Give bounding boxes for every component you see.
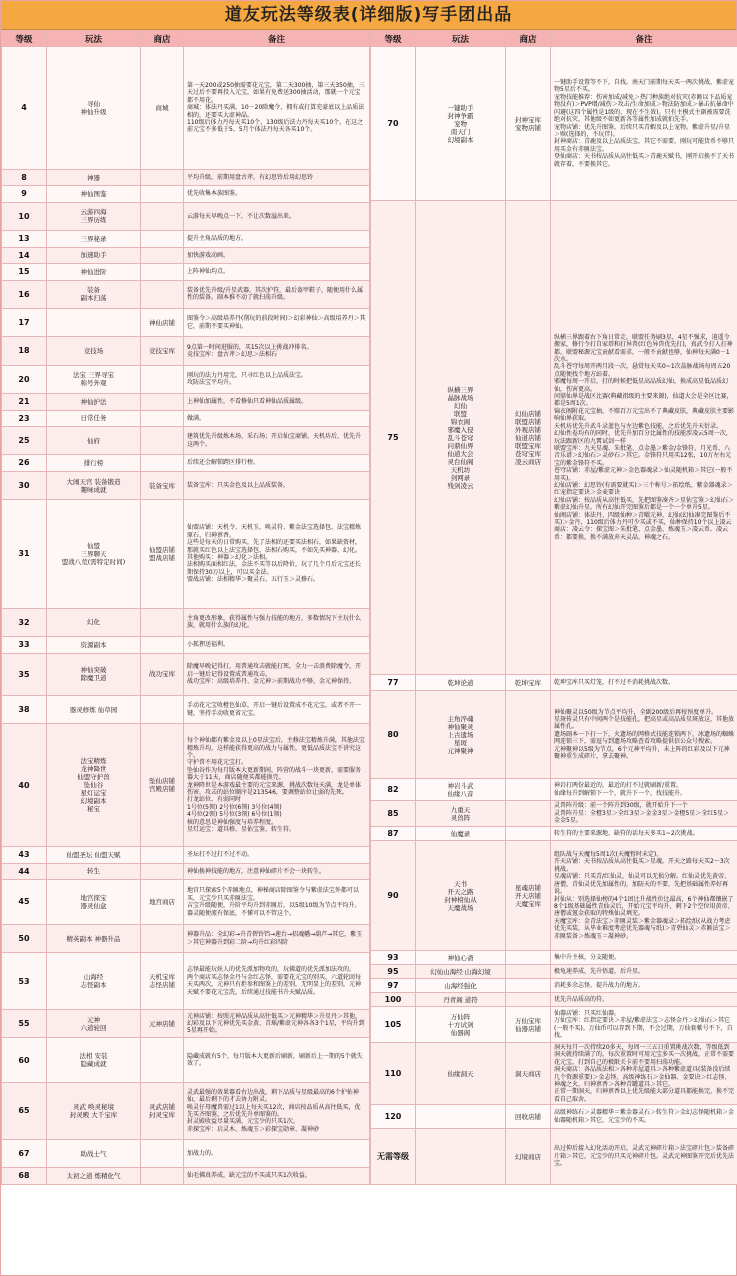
- left-table-body: [2, 47, 370, 1185]
- shop-cell: 星魂店铺 开天店铺 天魔宝库: [506, 841, 551, 951]
- shop-cell: [141, 925, 184, 953]
- table-row: [371, 201, 737, 675]
- table-row: [2, 393, 370, 410]
- note-cell: 后续还会解锁跨区排行榜。: [184, 455, 370, 472]
- header-shop: 商店: [141, 31, 184, 47]
- level-cell: 97: [371, 979, 416, 993]
- shop-cell: [141, 393, 184, 410]
- level-cell: 38: [2, 696, 47, 724]
- shop-cell: 地宫商店: [141, 880, 184, 925]
- level-cell: 82: [371, 779, 416, 801]
- shop-cell: 装备宝库: [141, 471, 184, 499]
- level-cell: 13: [2, 231, 47, 248]
- play-cell: 助战士气: [47, 1139, 141, 1167]
- table-row: [371, 47, 737, 201]
- play-cell: 主角淬魂 神仙聚灵 上古遗场 星斑 元神聚神: [416, 691, 506, 779]
- table-row: [2, 1010, 370, 1038]
- play-cell: 竞技场: [47, 337, 141, 365]
- level-cell: 65: [2, 1083, 47, 1140]
- note-cell: 做满。: [184, 410, 370, 427]
- play-cell: 神仙护法: [47, 393, 141, 410]
- play-cell: 器灵修炼 仙草园: [47, 696, 141, 724]
- note-cell: 云游每天早晚点一下，不让次数溢出来。: [184, 202, 370, 230]
- note-cell: 平均升级，前期用盘古斧，有幻思铃后用幻思铃: [184, 169, 370, 186]
- table-row: [2, 925, 370, 953]
- note-cell: 纵横三界跟着右下角日常走，联盟任务刷3星，4星不强求，逍遥令搬家，修行令打自家塔和打异兽(红色异兽优先打)，真武令打人打神都，联盟秘源元宝贡献看需求，一般不贡献也够，仙神每天满0－1次水。 乱斗苍穹每周开两月段一次，悬赏每天买0~1次晶脉战场每周五20点随便找个地方站着。 邪魔每周一开启，打的时候把低星高品质幻仙，换成高星低品质幻仙，伤害更高。 问鼎仙界是战区比赛(典藏祖级的主要来源)，仙道大会是全区比赛，都是5周1次。 锦衣阁附花元宝抽，不赔百万元宝出不了典藏皮肤，典藏皮肤主要影响仙界获取。 天机坊优先升武斗录蓝色与左边紫色技能，之后优先升天衍录。 幻仙性卷均有的同时，优先升加百分比属性的技能涉凌云5周一次，玩法跟新区的九霄试剑一样 联盟宝库：九天星魂、朱批笔、点金墨＞紫金/金锋符、月光币、八音乐谱＞幻仙石＞灵砂石＞其它。金锋符只用买12张，10万左右元宝的紫金锋符不买。 苍穹店铺：赤屋/紫虚元神＞金色器魂录＞仙灵随机箱＞其它(一般不用买)。 幻仙店铺：幻思铃(有需要就买)＞三个称号＞拓绘纸、紫金器魂录＞红宠指定要诀＞金麦要诀 幻仙店铺：按品质从高往低买，先把图鉴凑齐＞星佑宝鉴＞幻仙石＞紫虚幻仙升星。所有幻仙开完图鉴后都是一个一个单升5星。 仙阁店铺：体法丹、四级仙种＞青曜元神、幻仙(幻仙凑完图鉴后不买)＞金丹，110级后体力丹可少买或不买，仙种保持10个以上凌云商店：凌云令：探宝图＞朱批笔、点金墨、炼魂玉＞凌云币。凌云币：都要换，换不满放弃天灵晶、神魂之石。: [551, 201, 737, 675]
- shop-cell: 幻境商店: [506, 1129, 551, 1185]
- note-cell: 手动花元宝收橙色仙草，开启一键后设置成不花元宝，或者不开一键，坚持手动收更省元宝。: [184, 696, 370, 724]
- note-cell: 主角更改形象，获得属性与强力技能的地方，多数情况下主玩什么族，就用什么族的幻化。: [184, 608, 370, 636]
- shop-cell: [506, 691, 551, 779]
- table-row: [371, 965, 737, 979]
- play-cell: 仙府: [47, 427, 141, 455]
- right-level-table: [370, 30, 737, 1185]
- header-play: 玩法: [416, 31, 506, 47]
- shop-cell: [141, 247, 184, 264]
- level-cell: 45: [2, 880, 47, 925]
- level-cell: 25: [2, 427, 47, 455]
- level-cell: 31: [2, 500, 47, 609]
- note-cell: 刚玩的法力丹用完，只寻红色以上品质法宝。 攻防法宝平均升。: [184, 365, 370, 393]
- table-row: [371, 675, 737, 691]
- shop-cell: 天机宝库 志怪店铺: [141, 953, 184, 1010]
- level-cell: 40: [2, 724, 47, 847]
- play-cell: 地宫探宝 器灵仙盒: [47, 880, 141, 925]
- note-cell: 装备优先升级/升星武器，其次护符，最后盔甲鞋子，随便用什么属性的装备。副本推不动了就扫荡升级。: [184, 280, 370, 308]
- shop-cell: [141, 231, 184, 248]
- table-row: [2, 608, 370, 636]
- note-cell: 集中升主核，分支随便。: [551, 951, 737, 965]
- table-row: [2, 231, 370, 248]
- play-cell: 寻仙 神仙升级: [47, 47, 141, 170]
- shop-cell: [141, 280, 184, 308]
- play-cell: 转生: [47, 863, 141, 880]
- shop-cell: [506, 951, 551, 965]
- level-cell: 21: [2, 393, 47, 410]
- note-cell: 优先收集本族图鉴。: [184, 186, 370, 203]
- play-cell: 排行榜: [47, 455, 141, 472]
- play-cell: 神仙突破 除魔卫道: [47, 653, 141, 695]
- page-title: 道友玩法等级表(详细版)写手团出品: [1, 1, 736, 30]
- shop-cell: 竞技宝库: [141, 337, 184, 365]
- level-cell: 75: [371, 201, 416, 675]
- play-cell: 法相 安装 隐藏成就: [47, 1038, 141, 1083]
- note-cell: 极龟速养成，先升悟道，后升星。: [551, 965, 737, 979]
- note-cell: 神岩打两份最近的，最近的打不过就刷新/重置。 仙缘每升到解锁下一个，就升下一个，找技能升。: [551, 779, 737, 801]
- note-cell: 仙毛佛真养成，缺元宝的不买或只买1次收益。: [184, 1168, 370, 1185]
- table-row: [2, 847, 370, 864]
- table-row: [2, 880, 370, 925]
- shop-cell: [141, 365, 184, 393]
- level-cell: 53: [2, 953, 47, 1010]
- shop-cell: 神仙店铺: [141, 309, 184, 337]
- note-cell: 仙器店铺：只买红仙器。 万仙宝库：红指定要诀＞赤屋/紫虚法宝＞志怪金丹＞幻仙石＞其它(一般不买)。万仙币可以存到下期，不会过期，万仙套紫号不下，自找。: [551, 1007, 737, 1043]
- shop-cell: [141, 169, 184, 186]
- shop-cell: [506, 827, 551, 841]
- play-cell: 精英副本 神器升品: [47, 925, 141, 953]
- table-row: [2, 47, 370, 170]
- shop-cell: [141, 455, 184, 472]
- shop-cell: [141, 410, 184, 427]
- play-cell: 神器: [47, 169, 141, 186]
- note-cell: 元神店铺：按照元神品质从高往低买＞元神精华＞升星丹＞其他，幻彩及以下元神优先买金黄、青瑶/紫虚元神各各3个1星，平均升到5星再开始。: [184, 1010, 370, 1038]
- shop-cell: [506, 801, 551, 827]
- note-cell: 装备宝库：只买金色及以上品质装备。: [184, 471, 370, 499]
- table-row: [371, 1043, 737, 1105]
- table-row: [2, 1038, 370, 1083]
- play-cell: 装备 副本扫荡: [47, 280, 141, 308]
- shop-cell: [141, 637, 184, 654]
- table-row: [2, 1139, 370, 1167]
- play-cell: 神岩斗武 仙缘八音: [416, 779, 506, 801]
- play-cell: 仙魔录: [416, 827, 506, 841]
- shop-cell: [141, 1139, 184, 1167]
- shop-cell: 幻仙店铺 联盟店铺 外观店铺 仙道店铺 联盟宝库 苍穹宝库 凌云商店: [506, 201, 551, 675]
- level-cell: 68: [2, 1168, 47, 1185]
- table-row: [2, 410, 370, 427]
- note-cell: 地宫只探索5个赤匾地点，神秘商店除图鉴令与紫虚法宝外都可以买，元宝少只买赤匾法宝。 吉宝升级随便，升阶平均升到赤匾后，以5级10级为节点平均升。 器灵随便流有保底，不懂可以不管这个。: [184, 880, 370, 925]
- note-cell: 除魔早晚记得打，用普通攻击就能打死，全力一击浪费除魔令，开启一键后记得设置成普通攻击。 战功宝库：高级培养丹、金元神＞前期战功不够，金元神保持。: [184, 653, 370, 695]
- header-shop: 商店: [506, 31, 551, 47]
- note-cell: 隐藏成就有5个，每月版本大更新后刷新，刷新后上一期的5个就失效了。: [184, 1038, 370, 1083]
- table-row: [2, 863, 370, 880]
- level-cell: 120: [371, 1105, 416, 1129]
- shop-cell: [506, 779, 551, 801]
- note-cell: 第一天200或250抽需要花元宝，第二天300抽，第三天350抽，三天过后不要再投入元宝，如果有免费送300抽活动，那就一个元宝都不用花。 商城：体法丹买满，10－20除魔令，拥有或打算充豪底以上品质法相的，还要买大虚神晶。 110级后体力丹每天买10个，130级后法力丹每天买10个，在这之前元宝不多低于5、5月个体法丹每天各买10个。: [184, 47, 370, 170]
- level-cell: 100: [371, 993, 416, 1007]
- note-cell: 加快游戏动画。: [184, 247, 370, 264]
- shop-cell: 元神店铺: [141, 1010, 184, 1038]
- table-row: [2, 653, 370, 695]
- note-cell: 高级神练石＞灵器精华＝紫金器灵石＞转生符＞金幻志怪随机箱＞金仙器随机箱＞其它，元宝少的不买。: [551, 1105, 737, 1129]
- table-row: [2, 169, 370, 186]
- level-cell: 93: [371, 951, 416, 965]
- level-cell: 30: [2, 471, 47, 499]
- level-cell: 105: [371, 1007, 416, 1043]
- play-cell: 幻化: [47, 608, 141, 636]
- shop-cell: [141, 202, 184, 230]
- note-cell: 洞天每月一次持续20多天，每周一三五日重置挑战次数，等级低到洞天就持续满了的，每次重置时可用元宝多买一次挑战，正常不需要花元宝，打到自己的极限关卡前不要用扫荡功能。 洞天商店：各品质法相＞各种赤屋道具＞各种紫虚道具(装备没后续几个资源重要)＞金志怪、高级神练石＞金仙器、金要诀＞红志怪、神魂之火、归神禀香＞各种青罐道具＞其它。 正常一期洞天，归神禀香以上优先级能大部分道具都能换完，换不完看自己取舍。: [551, 1043, 737, 1105]
- table-row: [2, 724, 370, 847]
- table-row: [371, 691, 737, 779]
- note-cell: 消耗多余志怪，提升战力的地方。: [551, 979, 737, 993]
- level-cell: 87: [371, 827, 416, 841]
- level-cell: 43: [2, 847, 47, 864]
- note-cell: 优先升品质高的符。: [551, 993, 737, 1007]
- header-note: 备注: [551, 31, 737, 47]
- play-cell: 太初之道 炼精化气: [47, 1168, 141, 1185]
- play-cell: 大闹天宫 装备锻造 趣味成就: [47, 471, 141, 499]
- note-cell: 仙盟店铺：天机令、天机玉、唤灵符、紫金法宝选择包、法宝精炼原石、归神禀香。 这些是每天的日常购买，先了法相的还要买法相石，如果缺资材，那就买红色以上法宝选择包、法相石购买，不如先买神器、幻化。 其他购买：神器＞幻化＞法相。 法相购买面相红法，金法不买等以后降价，玩了几个月后元宝还长期保持30万以上，可以买金法。 盟战店铺：法相精华＞聚灵石、五行玉＞灵修石。: [184, 500, 370, 609]
- shop-cell: [141, 863, 184, 880]
- table-row: [371, 827, 737, 841]
- note-cell: 建筑优先升级炼木场、采石场；开启仙宝商铺、天机坊后，优先升这两个。: [184, 427, 370, 455]
- play-cell: 山海经强化: [416, 979, 506, 993]
- note-cell: 加战力的。: [184, 1139, 370, 1167]
- note-cell: 每个神仙都有紫金及以上0星法宝后，主修法宝精炼升满，其他法宝精炼升均，这样能获得更高的战力与属性，更低品质法宝不讲究这个。 守护兽不用花元宝打。 坠仙谷作为每月版本大更新期间，阵营的战斗一块更新，需要服务器大于11天，商店随便买都能换完。 龙神降世是本游戏最主要的元宝来源，挑战次数每天满，龙是单体伤害，攻击的站位顺序是213546，要调整站位让弱的先死。 打龙站位，有弱同时 1号位(5领) 2号位(6领) 3号位(4领) 4号位(2领) 5号位(3领) 6号位(1领) 核的意思是神仙强度与培养程度。 星灯运宝：道具格、星佑宝鉴、转生符。: [184, 724, 370, 847]
- play-cell: 法宝精炼 龙神降世 仙盟守护兽 坠仙谷 星灯运宝 幻境副本 秘宝: [47, 724, 141, 847]
- shop-cell: 商城: [141, 47, 184, 170]
- table-row: [2, 500, 370, 609]
- level-cell: 85: [371, 801, 416, 827]
- level-cell: 44: [2, 863, 47, 880]
- level-cell: 8: [2, 169, 47, 186]
- level-cell: 33: [2, 637, 47, 654]
- table-row: [2, 696, 370, 724]
- play-cell: 万仙阵 十方试剑 仙器阁: [416, 1007, 506, 1043]
- table-row: [371, 951, 737, 965]
- level-cell: 70: [371, 47, 416, 201]
- note-cell: 小狐狸送福利。: [184, 637, 370, 654]
- header-level: 等级: [371, 31, 416, 47]
- shop-cell: 洞天商店: [506, 1043, 551, 1105]
- note-cell: 乾坤宝库只买灯笼，打不过不消耗挑战次数。: [551, 675, 737, 691]
- table-row: [371, 979, 737, 993]
- shop-cell: 万仙宝库 仙器店铺: [506, 1007, 551, 1043]
- right-table-body: [371, 47, 737, 1185]
- table-row: [2, 280, 370, 308]
- play-cell: 加速助手: [47, 247, 141, 264]
- level-cell: 17: [2, 309, 47, 337]
- table-row: [371, 1105, 737, 1129]
- level-cell: 60: [2, 1038, 47, 1083]
- note-cell: 志怪最能玩妖人的优先派加物攻的，玩佛道的优先派加法攻的。 两个商店买志怪金丹与金红志怪，需要花元宝的别买，六道轮回每天买两次，元神只有拒参和图鉴上的差别，无明显上的差别，元神天赋不要花元宝洗，后续通过技能书升天赋品质。: [184, 953, 370, 1010]
- shop-cell: 仙盟店铺 盟战店铺: [141, 500, 184, 609]
- shop-cell: [141, 186, 184, 203]
- play-cell: 幻仙山海经 山海幻境: [416, 965, 506, 979]
- level-cell: 无需等级: [371, 1129, 416, 1185]
- level-cell: 18: [2, 337, 47, 365]
- table-row: [2, 471, 370, 499]
- level-cell: 67: [2, 1139, 47, 1167]
- note-cell: 9点第一时间进服的，买15次以上挑战冲排名。 竞技宝库：盘古斧＞幻思＞法相石: [184, 337, 370, 365]
- shop-cell: [141, 427, 184, 455]
- level-cell: 110: [371, 1043, 416, 1105]
- table-row: [2, 455, 370, 472]
- play-cell: [47, 309, 141, 337]
- header-level: 等级: [2, 31, 47, 47]
- play-cell: 九重天 灵兽阵: [416, 801, 506, 827]
- note-cell: 图鉴令＞高级培养丹(削玩的前段时间)＞幻彩神仙＞高级培养丹＞其它，前期不要买神仙。: [184, 309, 370, 337]
- shop-cell: 回收店铺: [506, 1105, 551, 1129]
- play-cell: 三界秘录: [47, 231, 141, 248]
- shop-cell: [506, 993, 551, 1007]
- header-play: 玩法: [47, 31, 141, 47]
- play-cell: 山海经 志怪副本: [47, 953, 141, 1010]
- table-row: [371, 779, 737, 801]
- level-cell: 55: [2, 1010, 47, 1038]
- level-cell: 90: [371, 841, 416, 951]
- note-cell: 灵武最强的效果器看右边出战，剩下品质与星级最高的6个护佑神仙，最后剩下的才去协力附灵。 唤灵仔母魔兽需过1以上每天买12次，商店按品质从高往低买，优先买齐图鉴，之后优先升单图鉴的。 封灵殿收益尽量买满，元宝少的只买1次。 赤探宝库：启灵木、炼魂玉＞彩探宝勋章、凝神砂: [184, 1083, 370, 1140]
- note-cell: 灵兽阵升级：前一个阵升到30级，就开始升下一个 灵兽阵升星：全橙3星＞全红3星＞金金3星＞金橙5星＞全红5星＞金金5星。: [551, 801, 737, 827]
- play-cell: 一键助手 封神争霸 宠物 南天门 幻境副本: [416, 47, 506, 201]
- play-cell: 法宝 三界寻宝 称号外观: [47, 365, 141, 393]
- level-cell: 20: [2, 365, 47, 393]
- table-row: [2, 637, 370, 654]
- table-row: [371, 801, 737, 827]
- note-cell: 圣坛打不过打不过不动。: [184, 847, 370, 864]
- play-cell: 神仙图鉴: [47, 186, 141, 203]
- play-cell: 纵横三界 晶脉战场 幻仙 联盟 锦衣阁 邪魔入侵 乱斗苍穹 问鼎仙界 仙道大会 灵台仙阁 天机坊 剑网录 残剑凌云: [416, 201, 506, 675]
- level-cell: 10: [2, 202, 47, 230]
- shop-cell: 封神宝库 宠物店铺: [506, 47, 551, 201]
- level-cell: 4: [2, 47, 47, 170]
- level-cell: 9: [2, 186, 47, 203]
- note-cell: 神仙换神技能的地方，注意神仙碎片不会一块转生。: [184, 863, 370, 880]
- shop-cell: [506, 979, 551, 993]
- shop-cell: 战功宝库: [141, 653, 184, 695]
- shop-cell: [506, 965, 551, 979]
- level-cell: 95: [371, 965, 416, 979]
- note-cell: 上阵神仙均点。: [184, 264, 370, 281]
- shop-cell: [141, 1038, 184, 1083]
- note-cell: 组队战与天魔每5周1次(天魔暂时未定)。 开天店铺：天书按品质从高往低买＞星魂，开天之路每天买2～3次挑战。 星魂店铺：只买青/红仙灵，仙灵可以无损分解。红仙灵优先黄帝、唐僧，青仙灵优先加属性的，加防天的不要，先把基础属性养好再说。 封仙从：别选择仙榜的4个1团比升战性价比最高，6个神仙都镶嵌了8个1级基础属性青仙灵后，开始元宝平均升，剩下2个空位用黄帝、唐僧或氪金获取的特殊仙灵填充。 天魔宝库：金青法宝＞赤匾灵装＞紫金器魂录＞拓绘纸(从战力考虑优先买装，从毕业难度考虑优先器魂与纸)＞青碧仙灵＞赤匾法宝＞赤匾装备＞炼魂玉＝凝神砂。: [551, 841, 737, 951]
- note-cell: 神器升品：全幻彩→升青碧铃铛→莲台→招魂幡→葫芦→其它，紫玉＞其它神器升到彩二阶→均升红彩四阶: [184, 925, 370, 953]
- level-cell: 35: [2, 653, 47, 695]
- play-cell: 仙盟圣坛 仙盟天赋: [47, 847, 141, 864]
- play-cell: 云游四海 三界历练: [47, 202, 141, 230]
- shop-cell: [141, 264, 184, 281]
- note-cell: 上神仙加属性，不看修仙只看神仙品质属级。: [184, 393, 370, 410]
- table-row: [2, 309, 370, 337]
- level-cell: 77: [371, 675, 416, 691]
- play-cell: 灵武 唤灵秘境 封灵殿 大千宝库: [47, 1083, 141, 1140]
- note-cell: 出过抑后接入幻化活动开启，灵武元神碎片箱＞法宝碎片包＞装备碎片箱＞其它，元宝少的只买元神碎片包。灵武元神图鉴开完后优先法宝。: [551, 1129, 737, 1185]
- play-cell: 神仙进阶: [47, 264, 141, 281]
- play-cell: 乾坤论道: [416, 675, 506, 691]
- table-row: [2, 953, 370, 1010]
- level-cell: 23: [2, 410, 47, 427]
- table-row: [2, 1083, 370, 1140]
- note-cell: 神仙聚灵以50级为节点平均升，全副200级后再按预度单升。 星斑传灵只有中间两个是技能孔，把高星或高品质星斑放这，其他放属性孔。 遗场副本一下打一下，火遗场的网格式技能连锁两下，冰遗场的蜘蛛网连锁三下，需逗与到遗场攻略查看攻略提供信公众号搜索。 元神聚神以5级为节点，6个元神平均升，未上阵的红彩及以下元神聚神重生成碎片，拿去聚神。: [551, 691, 737, 779]
- level-cell: 80: [371, 691, 416, 779]
- play-cell: [416, 1129, 506, 1185]
- left-level-table: [1, 30, 370, 1185]
- shop-cell: 坠仙店铺 宫殿店铺: [141, 724, 184, 847]
- level-cell: 26: [2, 455, 47, 472]
- table-row: [371, 1007, 737, 1043]
- table-row: [2, 337, 370, 365]
- table-row: [371, 993, 737, 1007]
- header-note: 备注: [184, 31, 370, 47]
- level-cell: 15: [2, 264, 47, 281]
- level-cell: 50: [2, 925, 47, 953]
- shop-cell: 乾坤宝库: [506, 675, 551, 691]
- play-cell: 神仙心斋: [416, 951, 506, 965]
- table-row: [2, 1168, 370, 1185]
- table-row: [2, 365, 370, 393]
- play-cell: 日常任务: [47, 410, 141, 427]
- table-row: [371, 841, 737, 951]
- table-row: [2, 186, 370, 203]
- note-cell: 一键助手设置等不下，自找。南天门前期每天买一两次挑战，紫虚宠物5星后不买。 宠物技能推荐：伤害加成/减免＞热门种族绝对抗灾(赤匾以下品质宠物没有)＞PVP增/减伤＞攻击/生命加成＞物法防加成＞暴击抗暴命中闪避(这四个属性是1级的，现在不生效)。只有主模式主副被需要洗绝对抗灾，其他级不如更新各等属性加成就拍先手。 宠物店铺：优先升图鉴，后续只买青蝦及以上宠物。紫虚升星/升星＞赎(选择的，不玩伴)。 封神商店：青鹿及以上品质法宝，其它不需要，刚玩可能货币不够只用买金有赤匾法宝。 登仙商店：天书按品质从高往低买＞青鹿天赋书，刚开启换不了天书就存着，不要换其它。: [551, 47, 737, 201]
- play-cell: 元神 六道轮回: [47, 1010, 141, 1038]
- shop-cell: 灵武店铺 封灵宝库: [141, 1083, 184, 1140]
- shop-cell: [141, 1168, 184, 1185]
- play-cell: 仙盟 三界聊天 盟战八荒(需特定时间): [47, 500, 141, 609]
- play-cell: 资源副本: [47, 637, 141, 654]
- level-cell: 14: [2, 247, 47, 264]
- note-cell: 提升主角品质的地方。: [184, 231, 370, 248]
- play-cell: [416, 1105, 506, 1129]
- table-row: [2, 202, 370, 230]
- shop-cell: [141, 847, 184, 864]
- level-cell: 32: [2, 608, 47, 636]
- level-cell: 16: [2, 280, 47, 308]
- shop-cell: [141, 696, 184, 724]
- note-cell: 转生符的主要来源地，缺符的话每天多买1~2次挑战。: [551, 827, 737, 841]
- table-row: [2, 427, 370, 455]
- table-row: [2, 264, 370, 281]
- shop-cell: [141, 608, 184, 636]
- play-cell: 天书 开天之路 封神榜仙从 天魔战场: [416, 841, 506, 951]
- table-row: [371, 1129, 737, 1185]
- play-cell: 丹青阁 道符: [416, 993, 506, 1007]
- table-row: [2, 247, 370, 264]
- play-cell: 仙缘洞天: [416, 1043, 506, 1105]
